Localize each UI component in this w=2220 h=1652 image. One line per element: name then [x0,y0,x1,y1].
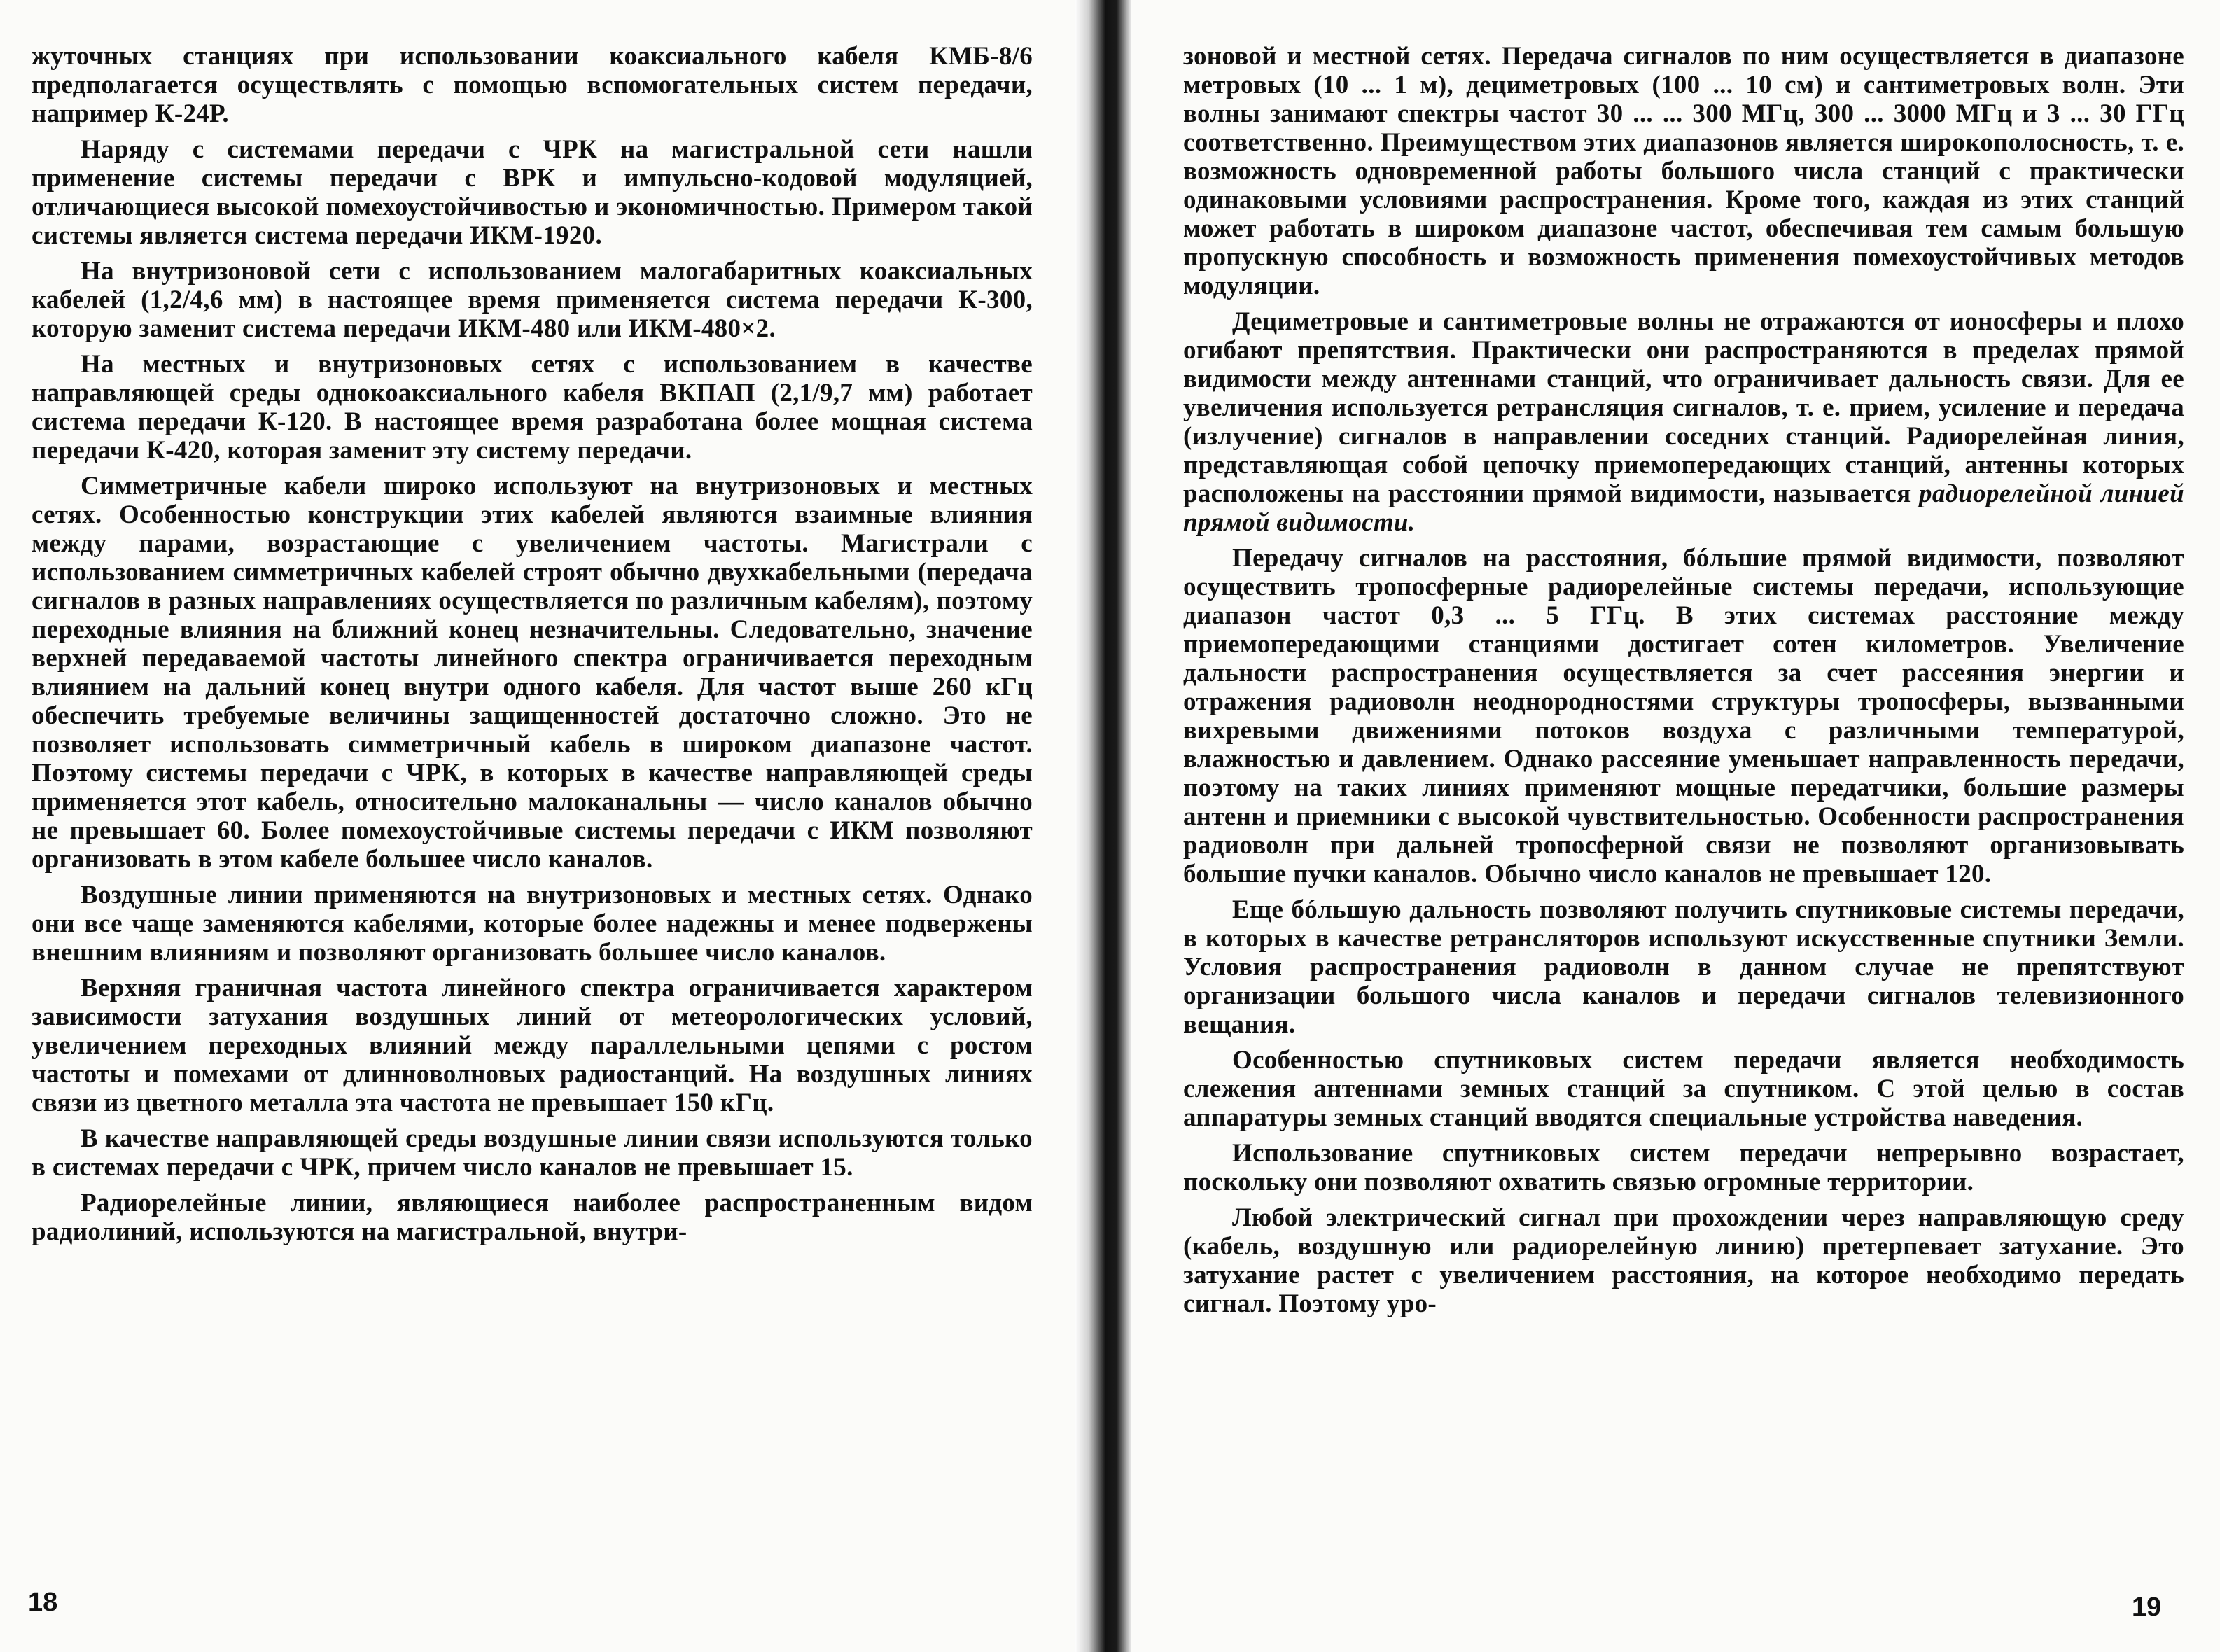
paragraph: жуточных станциях при использовании коаксиального кабеля КМБ-8/6 предполагается осуществлять с помощью вспомогательных систем передачи, например К-24Р. [32,42,1033,128]
paragraph: Верхняя граничная частота линейного спектра ограничивается характером зависимости затухания воздушных линий от метеорологических условий, увеличением переходных влияний между параллельными цепями с ростом частоты и помехами от длинноволновых радиостанций. На воздушных линиях связи из цветного металла эта частота не превышает 150 кГц. [32,974,1033,1117]
paragraph: Воздушные линии применяются на внутризоновых и местных сетях. Однако они все чаще заменяются кабелями, которые более надежны и менее подвержены внешним влияниям и позволяют организовать большее число каналов. [32,881,1033,967]
paragraph: Любой электрический сигнал при прохождении через направляющую среду (кабель, воздушную или радиорелейную линию) претерпевает затухание. Это затухание растет с увеличением расстояния, на которое необходимо передать сигнал. Поэтому уро- [1183,1203,2184,1318]
term-emphasis: радиорелейной линией прямой видимости. [1183,479,2184,537]
paragraph [1183,307,2184,537]
paragraph: Наряду с системами передачи с ЧРК на магистральной сети нашли применение системы передачи с ВРК и импульсно-кодовой модуляцией, отличающиеся высокой помехоустойчивостью и экономичностью. Примером такой системы является система передачи ИКМ-1920. [32,135,1033,250]
paragraph: зоновой и местной сетях. Передача сигналов по ним осуществляется в диапазоне метровых (10 ... 1 м), дециметровых (100 ... 10 см) и сантиметровых волн. Эти волны занимают спектры частот 30 ... ... 300 МГц, 300 ... 3000 МГц и 3 ... 30 ГГц соответственно. Преимуществом этих диапазонов является широкополосность, т. е. возможность одновременной работы большого числа станций с практически одинаковыми условиями распространения. Кроме того, каждая из этих станций может работать в широком диапазоне частот, обеспечивая тем самым большую пропускную способность и возможность применения помехоустойчивых методов модуляции. [1183,42,2184,300]
paragraph: В качестве направляющей среды воздушные линии связи используются только в системах передачи с ЧРК, причем число каналов не превышает 15. [32,1124,1033,1182]
page-number-right: 19 [2132,1592,2162,1622]
left-page [32,42,1033,1253]
page-number-left: 18 [28,1588,58,1617]
paragraph: Особенностью спутниковых систем передачи является необходимость слежения антеннами земных станций за спутником. С этой целью в состав аппаратуры земных станций вводятся специальные устройства наведения. [1183,1046,2184,1132]
paragraph: Радиорелейные линии, являющиеся наиболее распространенным видом радиолиний, используются на магистральной, внутри- [32,1189,1033,1246]
paragraph: Симметричные кабели широко используют на внутризоновых и местных сетях. Особенностью конструкции этих кабелей являются взаимные влияния между парами, возрастающие с увеличением частоты. Магистрали с использованием симметричных кабелей строят обычно двухкабельными (передача сигналов в разных направлениях осуществляется по различным кабелям), поэтому переходные влияния на ближний конец незначительны. Следовательно, значение верхней передаваемой частоты линейного спектра ограничивается переходным влиянием на дальний конец внутри одного кабеля. Для частот выше 260 кГц обеспечить требуемые величины защищенностей достаточно сложно. Это не позволяет использовать симметричный кабель в широком диапазоне частот. Поэтому системы передачи с ЧРК, в которых в качестве направляющей среды применяется этот кабель, относительно малоканальны — число каналов обычно не превышает 60. Более помехоустойчивые системы передачи с ИКМ позволяют организовать в этом кабеле большее число каналов. [32,472,1033,874]
paragraph-text: Дециметровые и сантиметровые волны не отражаются от ионосферы и плохо огибают препятствия. Практически они распространяются в пределах прямой видимости между антеннами станций, что ограничивает дальность связи. Для ее увеличения используется ретрансляция сигналов, т. е. прием, усиление и передача (излучение) сигналов в направлении соседних станций. Радиорелейная линия, представляющая собой цепочку приемопередающих станций, антенны которых расположены на расстоянии прямой видимости, называется [1183,307,2184,508]
paragraph: Еще бóльшую дальность позволяют получить спутниковые системы передачи, в которых в качестве ретрансляторов используют искусственные спутники Земли. Условия распространения радиоволн в данном случае не препятствуют организации большого числа каналов и передачи сигналов телевизионного вещания. [1183,895,2184,1039]
paragraph: Использование спутниковых систем передачи непрерывно возрастает, поскольку они позволяют охватить связью огромные территории. [1183,1139,2184,1196]
right-page [1183,42,2184,1325]
paragraph: На внутризоновой сети с использованием малогабаритных коаксиальных кабелей (1,2/4,6 мм) в настоящее время применяется система передачи К-300, которую заменит система передачи ИКМ-480 или ИКМ-480×2. [32,257,1033,343]
paragraph: На местных и внутризоновых сетях с использованием в качестве направляющей среды однокоаксиального кабеля ВКПАП (2,1/9,7 мм) работает система передачи К-120. В настоящее время разработана более мощная система передачи К-420, которая заменит эту систему передачи. [32,350,1033,465]
book-gutter [1075,0,1131,1652]
paragraph: Передачу сигналов на расстояния, бóльшие прямой видимости, позволяют осуществить тропосферные радиорелейные системы передачи, использующие диапазон частот 0,3 ... 5 ГГц. В этих системах расстояние между приемопередающими станциями достигает сотен километров. Увеличение дальности распространения осуществляется за счет рассеяния энергии и отражения радиоволн неоднородностями структуры тропосферы, вызванными вихревыми движениями потоков воздуха с различными температурой, влажностью и давлением. Однако рассеяние уменьшает направленность передачи, поэтому на таких линиях применяют мощные передатчики, большие размеры антенн и приемники с высокой чувствительностью. Особенности распространения радиоволн при дальней тропосферной связи не позволяют организовывать большие пучки каналов. Обычно число каналов не превышает 120. [1183,544,2184,888]
